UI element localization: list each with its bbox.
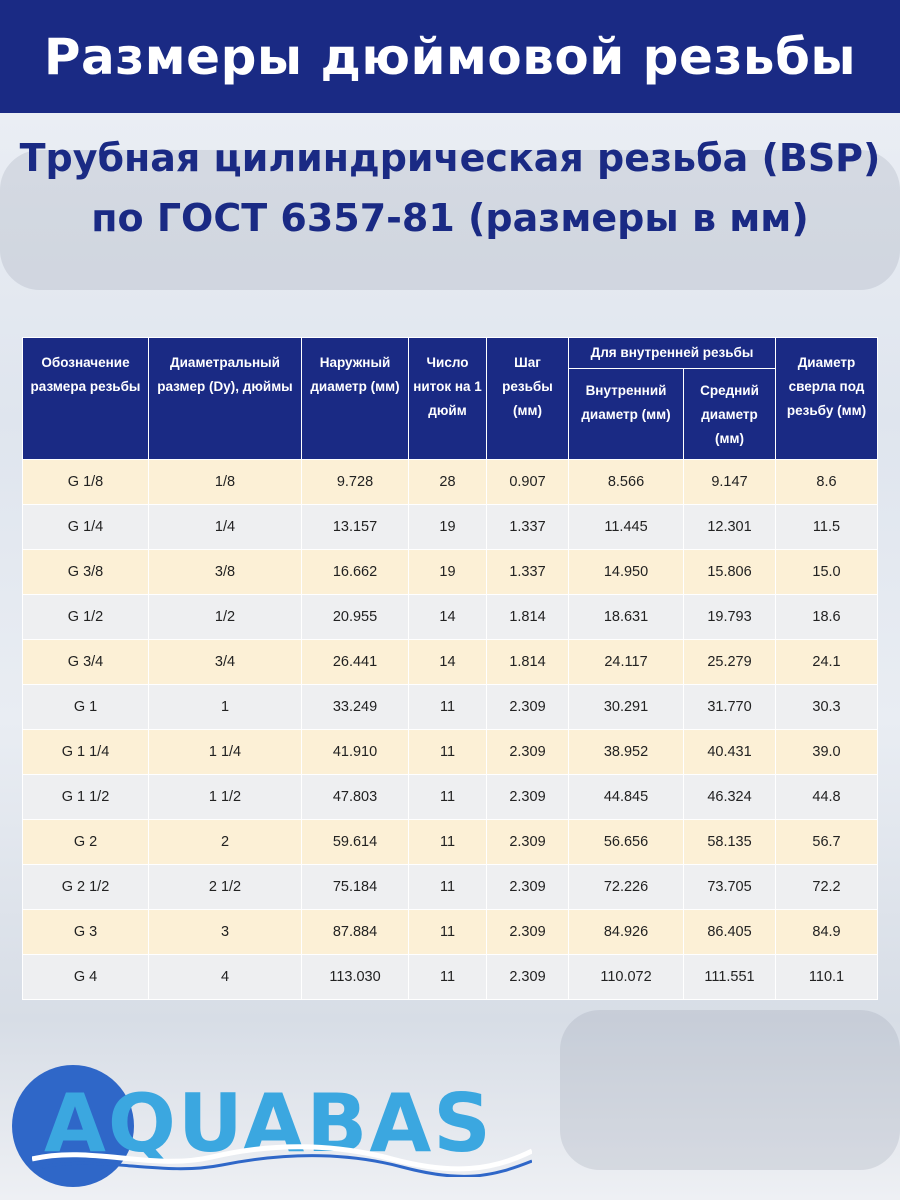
cell-outer-diameter: 41.910 bbox=[302, 730, 409, 775]
table-body bbox=[23, 460, 878, 1000]
cell-outer-diameter: 47.803 bbox=[302, 775, 409, 820]
cell-outer-diameter: 9.728 bbox=[302, 460, 409, 505]
cell-designation: G 1 1/2 bbox=[23, 775, 149, 820]
cell-inner-diameter: 8.566 bbox=[569, 460, 684, 505]
cell-inner-diameter: 38.952 bbox=[569, 730, 684, 775]
cell-pitch: 2.309 bbox=[487, 685, 569, 730]
cell-threads-per-inch: 28 bbox=[409, 460, 487, 505]
cell-outer-diameter: 26.441 bbox=[302, 640, 409, 685]
table-row bbox=[23, 685, 878, 730]
cell-outer-diameter: 20.955 bbox=[302, 595, 409, 640]
cell-drill-diameter: 39.0 bbox=[776, 730, 878, 775]
cell-pitch: 1.337 bbox=[487, 550, 569, 595]
cell-nominal-size: 1/2 bbox=[149, 595, 302, 640]
cell-mean-diameter: 111.551 bbox=[684, 955, 776, 1000]
cell-pitch: 1.814 bbox=[487, 595, 569, 640]
subtitle-line-2: по ГОСТ 6357-81 (размеры в мм) bbox=[91, 196, 809, 240]
cell-nominal-size: 1/4 bbox=[149, 505, 302, 550]
table-row bbox=[23, 910, 878, 955]
cell-mean-diameter: 46.324 bbox=[684, 775, 776, 820]
cell-outer-diameter: 75.184 bbox=[302, 865, 409, 910]
cell-threads-per-inch: 11 bbox=[409, 910, 487, 955]
cell-threads-per-inch: 11 bbox=[409, 820, 487, 865]
cell-drill-diameter: 24.1 bbox=[776, 640, 878, 685]
cell-mean-diameter: 73.705 bbox=[684, 865, 776, 910]
cell-outer-diameter: 16.662 bbox=[302, 550, 409, 595]
cell-threads-per-inch: 11 bbox=[409, 685, 487, 730]
table-row bbox=[23, 820, 878, 865]
cell-threads-per-inch: 11 bbox=[409, 955, 487, 1000]
cell-nominal-size: 2 1/2 bbox=[149, 865, 302, 910]
table-row bbox=[23, 505, 878, 550]
header-outer-diameter: Наружный диаметр (мм) bbox=[302, 338, 409, 460]
cell-threads-per-inch: 11 bbox=[409, 775, 487, 820]
cell-threads-per-inch: 11 bbox=[409, 730, 487, 775]
cell-nominal-size: 1/8 bbox=[149, 460, 302, 505]
cell-nominal-size: 2 bbox=[149, 820, 302, 865]
cell-designation: G 3/4 bbox=[23, 640, 149, 685]
cell-nominal-size: 1 1/2 bbox=[149, 775, 302, 820]
cell-outer-diameter: 113.030 bbox=[302, 955, 409, 1000]
cell-mean-diameter: 40.431 bbox=[684, 730, 776, 775]
cell-drill-diameter: 15.0 bbox=[776, 550, 878, 595]
cell-pitch: 0.907 bbox=[487, 460, 569, 505]
cell-drill-diameter: 30.3 bbox=[776, 685, 878, 730]
cell-pitch: 2.309 bbox=[487, 820, 569, 865]
cell-nominal-size: 1 1/4 bbox=[149, 730, 302, 775]
cell-pitch: 1.814 bbox=[487, 640, 569, 685]
cell-mean-diameter: 25.279 bbox=[684, 640, 776, 685]
table-row bbox=[23, 730, 878, 775]
cell-nominal-size: 3/4 bbox=[149, 640, 302, 685]
cell-mean-diameter: 15.806 bbox=[684, 550, 776, 595]
cell-designation: G 1 1/4 bbox=[23, 730, 149, 775]
header-internal-thread-group: Для внутренней резьбы bbox=[569, 338, 776, 369]
aquabas-logo bbox=[12, 1065, 532, 1185]
cell-outer-diameter: 33.249 bbox=[302, 685, 409, 730]
cell-drill-diameter: 110.1 bbox=[776, 955, 878, 1000]
header-pitch: Шаг резьбы (мм) bbox=[487, 338, 569, 460]
cell-inner-diameter: 30.291 bbox=[569, 685, 684, 730]
cell-inner-diameter: 84.926 bbox=[569, 910, 684, 955]
table-header-row bbox=[23, 338, 878, 369]
cell-threads-per-inch: 19 bbox=[409, 550, 487, 595]
background-pipe bbox=[560, 1010, 900, 1170]
table-row bbox=[23, 640, 878, 685]
cell-designation: G 1 bbox=[23, 685, 149, 730]
header-designation: Обозначение размера резьбы bbox=[23, 338, 149, 460]
cell-pitch: 2.309 bbox=[487, 955, 569, 1000]
cell-drill-diameter: 84.9 bbox=[776, 910, 878, 955]
cell-designation: G 1/8 bbox=[23, 460, 149, 505]
cell-drill-diameter: 56.7 bbox=[776, 820, 878, 865]
cell-nominal-size: 3/8 bbox=[149, 550, 302, 595]
cell-mean-diameter: 58.135 bbox=[684, 820, 776, 865]
table-row bbox=[23, 955, 878, 1000]
logo-text: AQUABAS bbox=[44, 1077, 493, 1170]
cell-inner-diameter: 56.656 bbox=[569, 820, 684, 865]
cell-designation: G 2 bbox=[23, 820, 149, 865]
cell-outer-diameter: 87.884 bbox=[302, 910, 409, 955]
cell-inner-diameter: 14.950 bbox=[569, 550, 684, 595]
cell-pitch: 2.309 bbox=[487, 775, 569, 820]
cell-drill-diameter: 11.5 bbox=[776, 505, 878, 550]
cell-pitch: 2.309 bbox=[487, 730, 569, 775]
table-row bbox=[23, 595, 878, 640]
cell-designation: G 4 bbox=[23, 955, 149, 1000]
subtitle-line-1: Трубная цилиндрическая резьба (BSP) bbox=[19, 136, 881, 180]
header-threads-per-inch: Число ниток на 1 дюйм bbox=[409, 338, 487, 460]
cell-designation: G 1/4 bbox=[23, 505, 149, 550]
header-drill-diameter: Диаметр сверла под резьбу (мм) bbox=[776, 338, 878, 460]
cell-outer-diameter: 13.157 bbox=[302, 505, 409, 550]
cell-drill-diameter: 72.2 bbox=[776, 865, 878, 910]
cell-designation: G 3 bbox=[23, 910, 149, 955]
header-inner-diameter: Внутренний диаметр (мм) bbox=[569, 369, 684, 460]
cell-mean-diameter: 12.301 bbox=[684, 505, 776, 550]
cell-drill-diameter: 18.6 bbox=[776, 595, 878, 640]
cell-inner-diameter: 18.631 bbox=[569, 595, 684, 640]
cell-nominal-size: 4 bbox=[149, 955, 302, 1000]
page-title: Размеры дюймовой резьбы bbox=[43, 27, 857, 86]
cell-outer-diameter: 59.614 bbox=[302, 820, 409, 865]
cell-pitch: 1.337 bbox=[487, 505, 569, 550]
cell-threads-per-inch: 14 bbox=[409, 595, 487, 640]
cell-inner-diameter: 44.845 bbox=[569, 775, 684, 820]
header-mean-diameter: Средний диаметр (мм) bbox=[684, 369, 776, 460]
cell-inner-diameter: 11.445 bbox=[569, 505, 684, 550]
cell-designation: G 1/2 bbox=[23, 595, 149, 640]
table-row bbox=[23, 865, 878, 910]
cell-threads-per-inch: 14 bbox=[409, 640, 487, 685]
cell-pitch: 2.309 bbox=[487, 910, 569, 955]
cell-mean-diameter: 19.793 bbox=[684, 595, 776, 640]
cell-threads-per-inch: 11 bbox=[409, 865, 487, 910]
cell-pitch: 2.309 bbox=[487, 865, 569, 910]
cell-nominal-size: 3 bbox=[149, 910, 302, 955]
cell-inner-diameter: 72.226 bbox=[569, 865, 684, 910]
cell-threads-per-inch: 19 bbox=[409, 505, 487, 550]
wave-icon bbox=[32, 1137, 532, 1177]
cell-mean-diameter: 9.147 bbox=[684, 460, 776, 505]
cell-mean-diameter: 31.770 bbox=[684, 685, 776, 730]
cell-mean-diameter: 86.405 bbox=[684, 910, 776, 955]
cell-drill-diameter: 8.6 bbox=[776, 460, 878, 505]
cell-drill-diameter: 44.8 bbox=[776, 775, 878, 820]
table-row bbox=[23, 550, 878, 595]
cell-inner-diameter: 110.072 bbox=[569, 955, 684, 1000]
header-nominal-size: Диаметральный размер (Dy), дюймы bbox=[149, 338, 302, 460]
cell-inner-diameter: 24.117 bbox=[569, 640, 684, 685]
title-banner bbox=[0, 0, 900, 113]
thread-size-table bbox=[22, 337, 878, 1000]
cell-designation: G 3/8 bbox=[23, 550, 149, 595]
table-row bbox=[23, 460, 878, 505]
cell-designation: G 2 1/2 bbox=[23, 865, 149, 910]
cell-nominal-size: 1 bbox=[149, 685, 302, 730]
table-row bbox=[23, 775, 878, 820]
